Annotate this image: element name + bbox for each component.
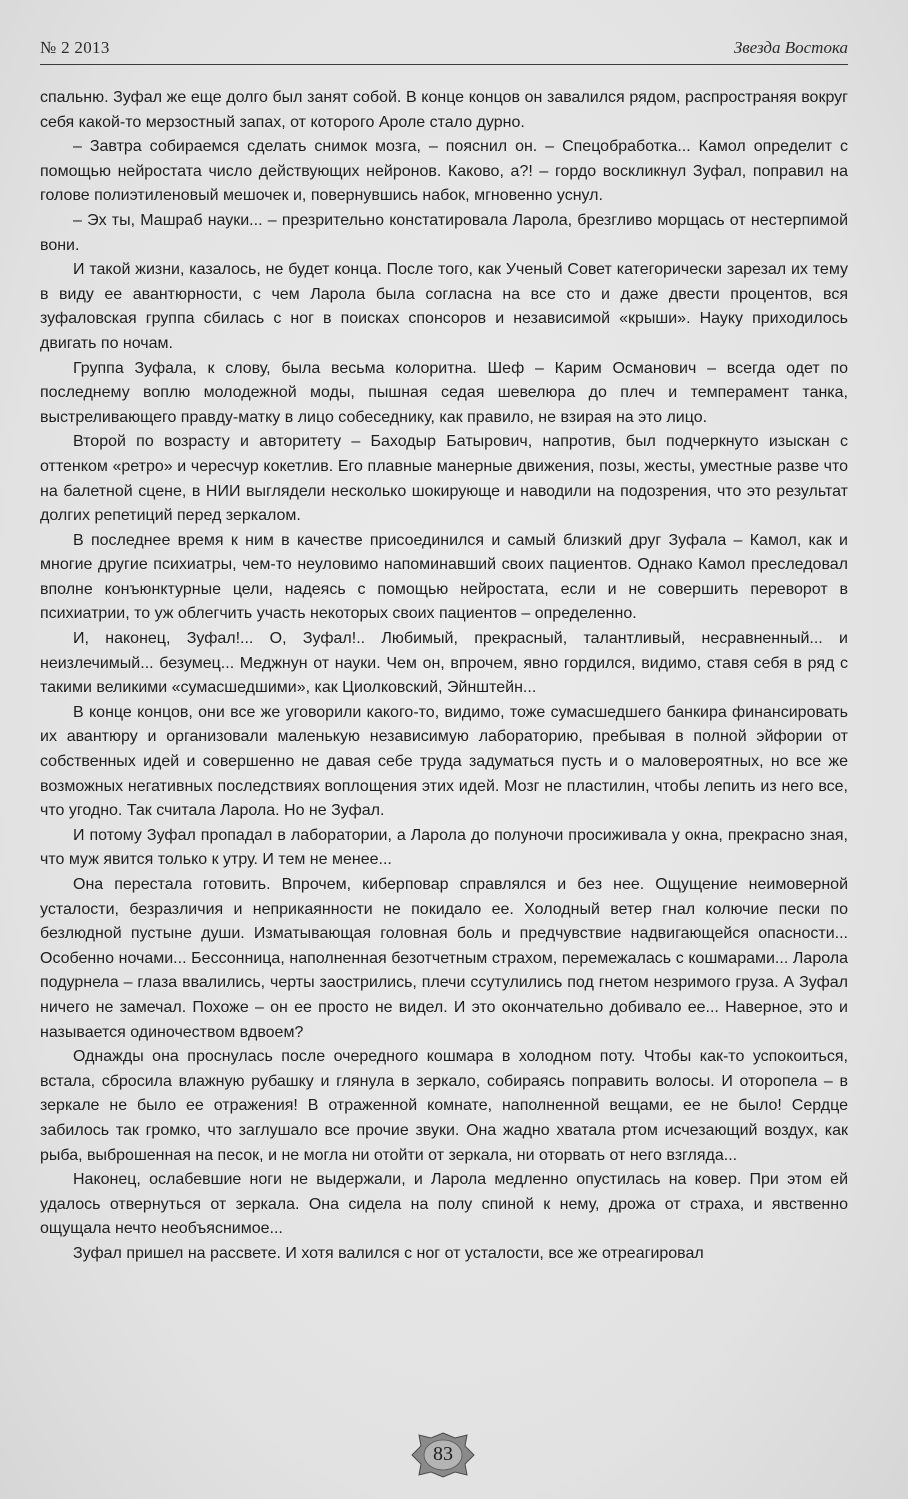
paragraph-4: И такой жизни, казалось, не будет конца. После того, как Ученый Совет категорически зарезал их тему в виду ее авантюрности, с чем Ларола была согласна на все сто и даже двести процентов, вся зуфаловская группа сбилась с ног в поисках спонсоров и независимой «крыши». Науку приходилось двигать по ночам. [40,261,848,352]
paragraph-1: спальню. Зуфал же еще долго был занят собой. В конце концов он завалился рядом, распространяя вокруг себя какой-то мерзостный запах, от которого Ароле стало дурно. [40,89,848,131]
paragraph-7: В последнее время к ним в качестве присоединился и самый близкий друг Зуфала – Камол, как и многие другие психиатры, чем-то неуловимо напоминавший своих пациентов. Однако Камол преследовал вполне конъюнктурные цели, надеясь с помощью нейростата, если и не совершить переворот в психиатрии, то уж облегчить участь некоторых своих пациентов – определенно. [40,531,848,623]
paragraph-10: И потому Зуфал пропадал в лаборатории, а Ларола до полуночи просиживала у окна, прекрасно зная, что муж явится только к утру. И тем не менее... [40,826,848,869]
paragraph-13: Наконец, ослабевшие ноги не выдержали, и Ларола медленно опустилась на ковер. При этом ей удалось отвернуться от зеркала. Она сидела на полу спиной к нему, дрожа от страха, и явственно ощущала нечто необъяснимое... [40,1171,848,1238]
paragraph-6: Второй по возрасту и авторитету – Баходыр Батырович, напротив, был подчеркнуто изыскан с оттенком «ретро» и чересчур кокетлив. Его плавные манерные движения, позы, жесты, уместные разве что на балетной сцене, в НИИ выглядели несколько шокирующе и наводили на подозрения, что это результат долгих репетиций перед зеркалом. [40,433,848,525]
page-number-badge [411,1432,475,1478]
journal-title: Звезда Востока [733,38,848,57]
paragraph-14: Зуфал пришел на рассвете. И хотя валился с ног от усталости, все же отреагировал [73,1244,704,1262]
page-number: 83 [433,1443,453,1465]
paragraph-8: И, наконец, Зуфал!... О, Зуфал!.. Любимый, прекрасный, талантливый, несравненный... и неизлечимый... безумец... Меджнун от науки. Чем он, впрочем, явно гордился, видимо, ставя себя в ряд с такими великими «сумасшедшими», как Циолковский, Эйнштейн... [40,630,848,697]
issue-number: № 2 2013 [40,38,110,57]
paragraph-12: Однажды она проснулась после очередного кошмара в холодном поту. Чтобы как-то успокоиться, встала, сбросила влажную рубашку и глянула в зеркало, собираясь поправить волосы. И оторопела – в зеркале не было ее отражения! В отраженной комнате, наполненной вещами, ее не было! Сердце забилось так громко, что заглушало все прочие звуки. Она жадно хватала ртом исчезающий воздух, как рыба, выброшенная на песок, и не могла ни отойти от зеркала, ни оторвать от него взгляда... [40,1048,848,1164]
paragraph-3: – Эх ты, Машраб науки... – презрительно констатировала Ларола, брезгливо морщась от нестерпимой вони. [40,211,848,254]
paragraph-11: Она перестала готовить. Впрочем, киберповар справлялся и без нее. Ощущение неимоверной усталости, безразличия и неприкаянности не покидало ее. Холодный ветер гнал колючие пески по безлюдной пустыне души. Изматывающая головная боль и предчувствие надвигающейся опасности... Особенно ночами... Бессонница, наполненная безотчетным страхом, перемежалась с кошмарами... Ларола подурнела – глаза ввалились, черты заострились, плечи ссутулились под гнетом незримого груза. А Зуфал ничего не замечал. Похоже – он ее просто не видел. И это окончательно добивало ее... Наверное, это и называется одиночеством вдвоем? [40,876,848,1041]
paragraph-2: – Завтра собираемся сделать снимок мозга, – пояснил он. – Спецобработка... Камол определит с помощью нейростата число действующих нейронов. Каково, а?! – гордо воскликнул Зуфал, поправил на голове полиэтиленовый мешочек и, повернувшись набок, мгновенно уснул. [40,138,848,205]
article-body [40,86,848,1267]
running-header [40,34,848,65]
paragraph-9: В конце концов, они все же уговорили какого-то, видимо, тоже сумасшедшего банкира финансировать их авантюру и организовали маленькую независимую лабораторию, пребывая в полной эйфории от собственных идей и совершенно не давая себе труда задуматься пусть и о маловероятных, но все же возможных негативных последствиях воплощения этих идей. Мозг не пластилин, чтобы лепить из него все, что угодно. Так считала Ларола. Но не Зуфал. [40,703,848,820]
paragraph-5: Группа Зуфала, к слову, была весьма колоритна. Шеф – Карим Османович – всегда одет по последнему воплю молодежной моды, пышная седая шевелюра до плеч и темперамент танка, выстреливающего правду-матку в лицо собеседнику, как правило, не взирая на это лицо. [40,359,848,426]
